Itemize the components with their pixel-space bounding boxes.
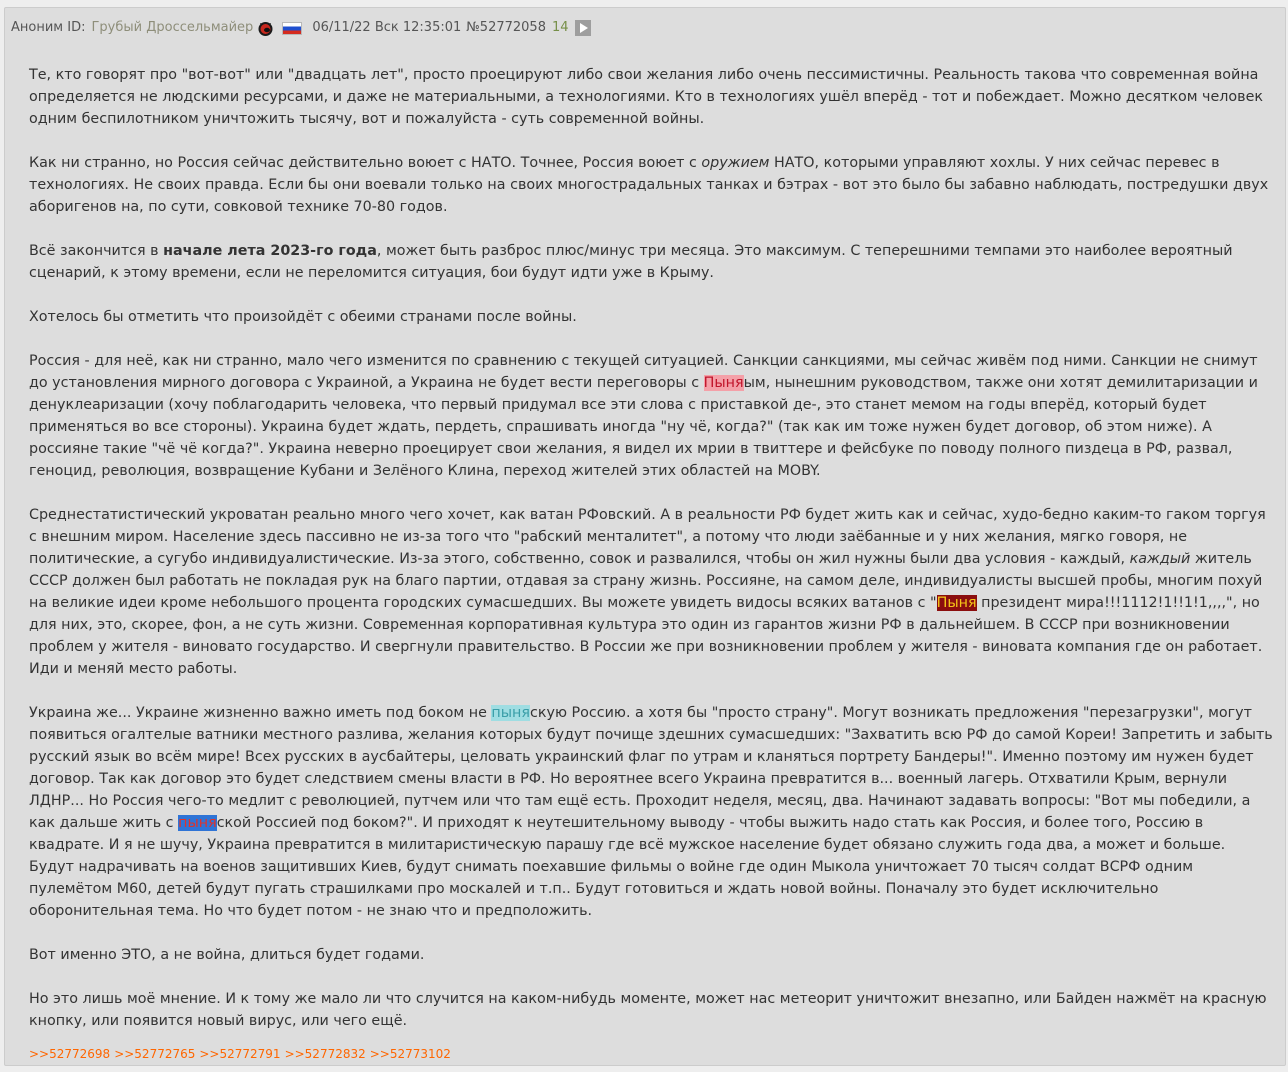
paragraph xyxy=(29,504,1274,680)
reply-link[interactable]: >>52772698 xyxy=(29,1047,111,1061)
paragraph-text: Но это лишь моё мнение. И к тому же мало ли что случится на каком-нибудь моменте, может нас метеорит уничтожит внезапно, или Байден нажмёт на красную кнопку, или появится новый вирус, или чего ещё. xyxy=(29,991,1267,1029)
post xyxy=(4,7,1286,1066)
bold-text: начале лета 2023-го года xyxy=(163,243,377,259)
paragraph xyxy=(29,988,1274,1032)
post-body xyxy=(29,64,1274,1032)
reply-link[interactable]: >>52772791 xyxy=(199,1047,281,1061)
paragraph-text: Украина же... Украине жизненно важно иметь под боком не xyxy=(29,705,492,721)
paragraph xyxy=(29,152,1274,218)
post-date: 06/11/22 Вск 12:35:01 xyxy=(312,20,462,35)
post-number[interactable]: №52772058 xyxy=(466,20,546,35)
reply-link[interactable]: >>52773102 xyxy=(369,1047,451,1061)
word-filter-highlight: пыня xyxy=(491,705,531,721)
italic-text: оружием xyxy=(701,155,770,171)
paragraph-text: Всё закончится в xyxy=(29,243,164,259)
reply-links xyxy=(29,1046,451,1062)
reply-link[interactable]: >>52772765 xyxy=(114,1047,196,1061)
paragraph-text: Те, кто говорят про "вот-вот" или "двадцать лет", просто проецируют либо свои желания либо очень пессимистичны. Реальность такова что современная война определяется не людскими ресурсами, и даже не материальными, а технологиями. Кто в технологиях ушёл вперёд - тот и побеждает. Можно десятком человек одним беспилотником уничтожить тысячу, вот и пожалуйста - суть современной войны. xyxy=(29,67,1264,127)
paragraph-text: ской Россией под боком?". И приходят к неутешительному выводу - чтобы выжить надо стать как Россия, и более того, Россию в квадрате. И я не шучу, Украина превратится в милитаристическую парашу где всё мужское население будет обязано служить года два, а может и больше. Будут надрачивать на военов защитивших Киев, будут снимать поехавшие фильмы о войне где один Мыкола уничтожает 70 тысяч солдат ВСРФ одним пулемётом М60, детей будут пугать страшилками про москалей и т.п.. Будут готовиться и ждать новой войны. Поначалу это будет исключительно оборонительная тема. Но что будет потом - не знаю что и предположить. xyxy=(29,815,1226,919)
reply-link[interactable]: >>52772832 xyxy=(284,1047,366,1061)
paragraph-text: Вот именно ЭТО, а не война, длиться будет годами. xyxy=(29,947,425,963)
word-filter-highlight: Пыня xyxy=(703,375,744,391)
paragraph-text: житель СССР должен был работать не покладая рук на благо партии, отдавая за страну жизнь. Россияне, на самом деле, индивидуалисты высшей пробы, многим похуй на великие идеи кроме небольшого процента городских сумасшедших. Вы можете увидеть видосы всяких ватанов с " xyxy=(29,551,1263,611)
paragraph-text: ым, нынешним руководством, также они хотят демилитаризации и денуклеаризации (хочу поблагодарить человека, что первый придумал все эти слова с приставкой де-, это станет мемом на годы вперёд, который будет применяться во все стороны). Украина будет ждать, пердеть, спрашивать иногда "ну чё, когда?" (так как им тоже нужен будет договор, об этом ниже). А россияне такие "чё чё когда?". Украина неверно проецирует свои желания, я видел их мрии в твиттере и фейсбуке по поводу полного пиздеца в РФ, развал, геноцид, революция, возвращение Кубани и Зелёного Клина, переход жителей этих областей на MOBY. xyxy=(29,375,1258,479)
post-header xyxy=(11,18,591,38)
word-filter-highlight: Пыня xyxy=(936,595,977,611)
paragraph-text: Среднестатистический укроватан реально много чего хочет, как ватан РФовский. А в реальности РФ будет жить как и сейчас, худо-бедно каким-то гаком торгуя с внешним миром. Население здесь пассивно не из-за того что "рабский менталитет", а потому что люди заёбанные и у них желания, мягко говоря, не политические, а сугубо индивидуалистические. Из-за этого, собственно, совок и развалился, чтобы он жил нужны были два условия - каждый, xyxy=(29,507,1266,567)
paragraph-text: Россия - для неё, как ни странно, мало чего изменится по сравнению с текущей ситуацией. Санкции санкциями, мы сейчас живём под ними. Санкции не снимут до установления мирного договора с Украиной, а Украина не будет вести переговоры с xyxy=(29,353,1258,391)
play-icon[interactable] xyxy=(575,20,591,36)
paragraph-text: НАТО, которыми управляют хохлы. У них сейчас перевес в технологиях. Не своих правда. Если бы они воевали только на своих многострадальных танках и бэтрах - вот это было бы забавно наблюдать, постредушки двух аборигенов на, по сути, совковой технике 70-80 годов. xyxy=(29,155,1269,215)
paragraph-text: президент мира!!!1112!1!!1!1,,,,", но для них, это, скорее, фон, а не суть жизни. Современная корпоративная культура это один из гарантов жизни РФ в дальнейшем. В СССР при возникновении проблем у жителя - виновато государство. И свергнули правительство. В России же при возникновении проблем у жителя - виновата компания где он работает. Иди и меняй место работы. xyxy=(29,595,1263,677)
italic-text: каждый xyxy=(1129,551,1191,567)
paragraph xyxy=(29,64,1274,130)
paragraph xyxy=(29,240,1274,284)
word-filter-highlight: пыня xyxy=(178,815,217,831)
pig-icon xyxy=(257,20,274,37)
poster-id[interactable]: Грубый Дроссельмайер xyxy=(91,20,254,35)
paragraph-text: скую Россию. а хотя бы "просто страну". Могут возникать предложения "перезагрузки", могут появиться огалтелые ватники местного разлива, желания которых будут почище здешних сумасшедших: "Захватить всю РФ до самой Кореи! Запретить и забыть русский язык во всём мире! Всех русских в аусбайтеры, целовать украинский флаг по утрам и кланяться портрету Бандеры!". Именно поэтому им нужен будет договор. Так как договор это будет следствием смены власти в РФ. Но вероятнее всего Украина превратится в... военный лагерь. Отхватили Крым, вернули ЛДНР... Но Россия чего-то медлит с революцией, путчем или что там ещё есть. Проходит неделя, месяц, два. Начинают задавать вопросы: "Вот мы победили, а как дальше жить с xyxy=(29,705,1273,831)
paragraph xyxy=(29,702,1274,922)
post-count: 14 xyxy=(551,20,569,35)
paragraph-text: Хотелось бы отметить что произойдёт с обеими странами после войны. xyxy=(29,309,577,325)
anon-label: Аноним ID: xyxy=(11,20,86,35)
paragraph-text: , может быть разброс плюс/минус три месяца. Это максимум. С теперешними темпами это наиболее вероятный сценарий, к этому времени, если не переломится ситуация, бои будут идти уже в Крыму. xyxy=(29,243,1233,281)
russia-flag-icon xyxy=(282,22,302,35)
paragraph-text: Как ни странно, но Россия сейчас действительно воюет с НАТО. Точнее, Россия воюет с xyxy=(29,155,702,171)
paragraph xyxy=(29,306,1274,328)
paragraph xyxy=(29,350,1274,482)
paragraph xyxy=(29,944,1274,966)
